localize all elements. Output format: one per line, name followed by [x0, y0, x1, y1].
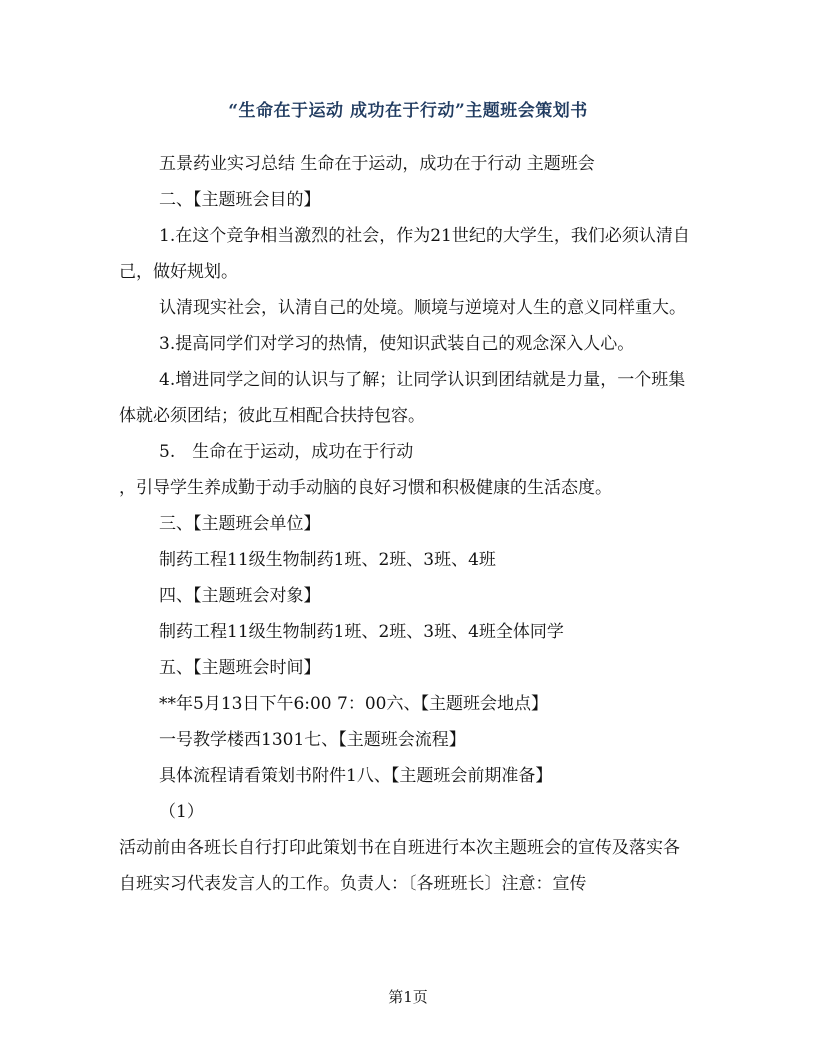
page-number: 第1页: [388, 988, 428, 1006]
heading-unit: 三、【主题班会单位】: [159, 514, 321, 534]
paragraph-purpose-1: 1.在这个竞争相当激烈的社会，作为21世纪的大学生，我们必须认清自己，做好规划。: [119, 226, 690, 282]
paragraph-prep-1: （1）: [159, 802, 204, 822]
document-title: “生命在于运动 成功在于行动”主题班会策划书: [228, 101, 588, 121]
paragraph-time: **年5月13日下午6:00 7：00六、【主题班会地点】: [159, 694, 548, 714]
heading-purpose: 二、【主题班会目的】: [159, 190, 321, 210]
document-body: [119, 146, 693, 902]
heading-audience: 四、【主题班会对象】: [159, 586, 321, 606]
paragraph-purpose-4: 4.增进同学之间的认识与了解；让同学认识到团结就是力量，一个班集体就必须团结；彼此互相配合扶持包容。: [119, 370, 686, 426]
paragraph-unit: 制药工程11级生物制药1班、2班、3班、4班: [159, 550, 496, 570]
paragraph-purpose-3: 3.提高同学们对学习的热情，使知识武装自己的观念深入人心。: [159, 334, 635, 354]
paragraph-prep-1-body: 活动前由各班长自行打印此策划书在自班进行本次主题班会的宣传及落实各自班实习代表发言人的工作。负责人：〔各班班长〕注意：宣传: [119, 838, 680, 894]
paragraph-purpose-5: 5. 生命在于运动，成功在于行动: [159, 442, 414, 462]
paragraph-intro: 五景药业实习总结 生命在于运动，成功在于行动 主题班会: [159, 154, 595, 174]
paragraph-audience: 制药工程11级生物制药1班、2班、3班、4班全体同学: [159, 622, 564, 642]
heading-time: 五、【主题班会时间】: [159, 658, 321, 678]
paragraph-process: 具体流程请看策划书附件1八、【主题班会前期准备】: [159, 766, 553, 786]
paragraph-location: 一号教学楼西1301七、【主题班会流程】: [159, 730, 466, 750]
paragraph-purpose-2: 认清现实社会，认清自己的处境。顺境与逆境对人生的意义同样重大。: [159, 298, 686, 318]
paragraph-purpose-5-cont: ，引导学生养成勤于动手动脑的良好习惯和积极健康的生活态度。: [119, 478, 612, 498]
